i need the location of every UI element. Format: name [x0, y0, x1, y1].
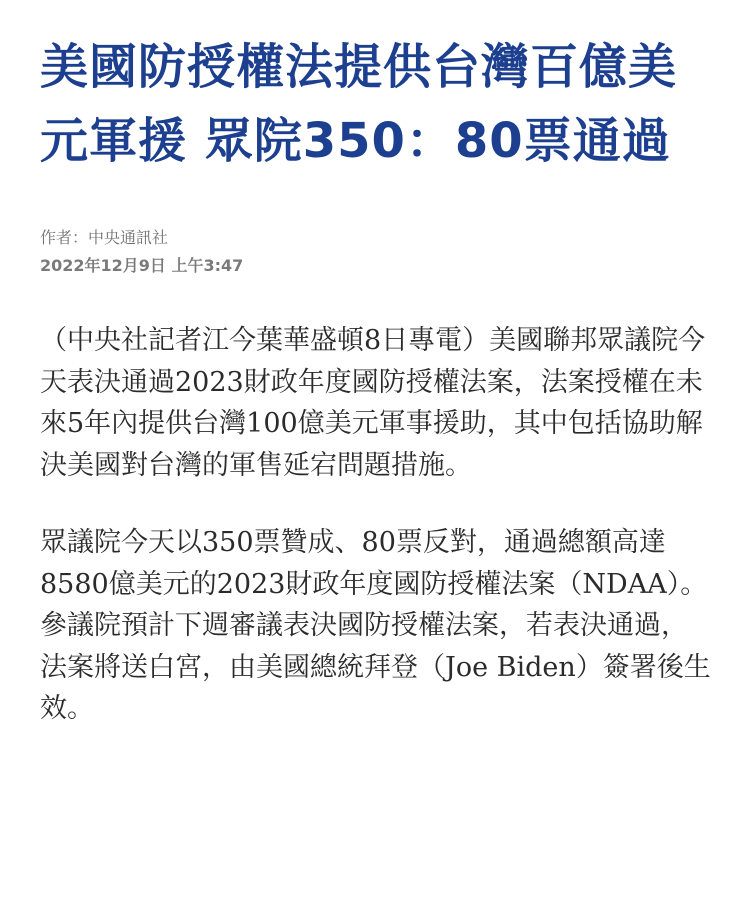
- article-headline: 美國防授權法提供台灣百億美元軍援 眾院350：80票通過: [40, 39, 678, 169]
- article-body: [40, 320, 710, 730]
- article-paragraph: 眾議院今天以350票贊成、80票反對，通過總額高達8580億美元的2023財政年度國防授權法案（NDAA）。參議院預計下週審議表決國防授權法案，若表決通過，法案將送白宮，由美國總統拜登（Joe Biden）簽署後生效。: [40, 527, 711, 724]
- article-paragraph: （中央社記者江今葉華盛頓8日專電）美國聯邦眾議院今天表決通過2023財政年度國防授權法案，法案授權在未來5年內提供台灣100億美元軍事援助，其中包括協助解決美國對台灣的軍售延宕問題措施。: [40, 325, 706, 481]
- author-line: 作者：中央通訊社: [40, 228, 169, 247]
- publish-date: 2022年12月9日 上午3:47: [40, 256, 244, 275]
- article-byline: [40, 224, 710, 280]
